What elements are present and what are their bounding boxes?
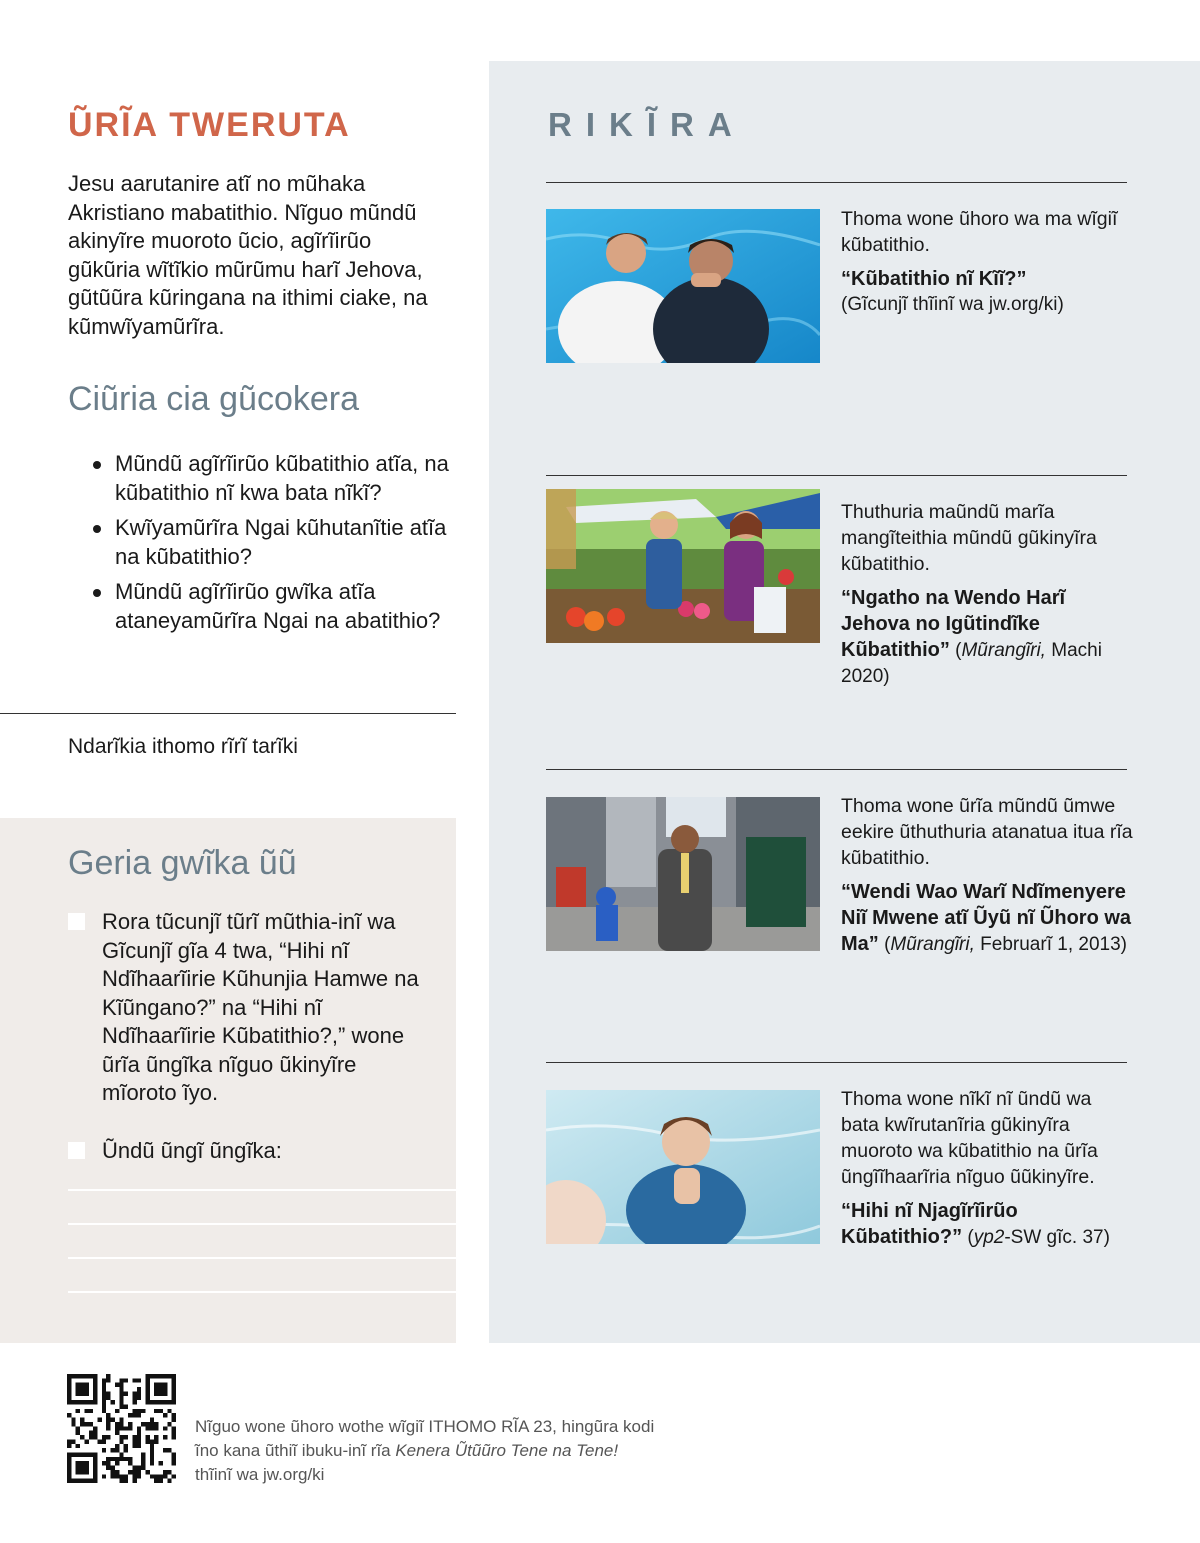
resource-text: Thoma wone nĩkĩ nĩ ũndũ wa bata kwĩrutanĩria gũkinyĩra muoroto wa kũbatithio na ũrĩa ũngĩĩhaarĩria nĩguo ũũkinyĩre. “Hihi nĩ Njagĩrĩirũo Kũbatithio?” (yp2-SW gĩc. 37)	[841, 1086, 1133, 1251]
question-item: Mũndũ agĩrĩirũo kũbatithio atĩa, na kũbatithio nĩ kwa bata nĩkĩ?	[92, 450, 452, 507]
divider	[546, 182, 1127, 183]
resource-description: Thoma wone ũhoro wa ma wĩgiĩ kũbatithio.	[841, 208, 1118, 256]
discussion-title: Ciũria cia gũcokera	[68, 380, 360, 418]
resource-link-title[interactable]: “Wendi Wao Warĩ Ndĩmenyere Niĩ Mwene atĩ Ũyũ nĩ Ũhoro wa Ma”	[841, 881, 1132, 955]
resource-image-city[interactable]	[546, 797, 820, 951]
write-in-line[interactable]	[68, 1257, 456, 1259]
publication-name: Mũrangĩri,	[961, 640, 1046, 661]
completion-date-line: Ndarĩkia ithomo rĩrĩ tarĩki	[68, 735, 298, 758]
question-list	[92, 450, 452, 642]
resource-source: Machi 2020)	[841, 640, 1102, 687]
resource-text: Thoma wone ũrĩa mũndũ ũmwe eekire ũthuthuria atanatua itua rĩa kũbatithio. “Wendi Wao Warĩ Ndĩmenyere Niĩ Mwene atĩ Ũyũ nĩ Ũhoro wa Ma” (Mũrangĩri, Februarĩ 1, 2013)	[841, 795, 1133, 955]
write-in-line[interactable]	[68, 1223, 456, 1225]
resource-link-title[interactable]: “Hihi nĩ Njagĩrĩirũo Kũbatithio?”	[841, 1200, 1018, 1248]
resource-source: Februarĩ 1, 2013)	[974, 934, 1127, 955]
resource-image-market[interactable]	[546, 489, 820, 643]
resource-source: -SW gĩc. 37)	[1004, 1227, 1110, 1248]
try-this-title: Geria gwĩka ũũ	[68, 844, 297, 882]
question-item: Kwĩyamũrĩra Ngai kũhutanĩtie atĩa na kũbatithio?	[92, 514, 452, 571]
task-text: Rora tũcunjĩ tũrĩ mũthia-inĩ wa Gĩcunjĩ gĩa 4 twa, “Hihi nĩ Ndĩhaarĩirie Kũhunjia Hamwe na Kĩũngano?” na “Hihi nĩ Ndĩhaarĩirie Kũbatithio?,” wone ũrĩa ũngĩka nĩguo ũkinyĩre mĩoroto ĩyo.	[102, 909, 419, 1105]
task-item	[68, 1137, 428, 1166]
resource-image-young-woman[interactable]	[546, 1090, 820, 1244]
bullet-icon	[93, 525, 101, 533]
bullet-icon	[93, 461, 101, 469]
resource-source: (Gĩcunjĩ thĩinĩ wa jw.org/ki)	[841, 294, 1064, 315]
question-item: Mũndũ agĩrĩirũo gwĩka atĩa ataneyamũrĩra Ngai na abatithio?	[92, 578, 452, 635]
checkbox[interactable]	[68, 913, 85, 930]
footer-line-1: Nĩguo wone ũhoro wothe wĩgiĩ ITHOMO RĨA 23, hingũra kodi	[195, 1417, 655, 1436]
qr-code-icon[interactable]	[67, 1374, 176, 1483]
checkbox[interactable]	[68, 1142, 85, 1159]
resource-link-title[interactable]: “Ngatho na Wendo Harĩ Jehova no Igũtindĩke Kũbatithio”	[841, 587, 1066, 661]
footer-text: Nĩguo wone ũhoro wothe wĩgiĩ ITHOMO RĨA 23, hingũra kodi ĩno kana ũthiĩ ibuku-inĩ rĩa Kenera Ũtũũro Tene na Tene! thĩinĩ wa jw.org/ki	[195, 1417, 655, 1484]
divider	[0, 713, 456, 714]
section-title: ŨRĨA TWERUTA	[68, 106, 351, 144]
resource-text: Thuthuria maũndũ marĩa mangĩteithia mũndũ gũkinyĩra kũbatithio. “Ngatho na Wendo Harĩ Jehova no Igũtindĩke Kũbatithio” (Mũrangĩri, Machi 2020)	[841, 499, 1133, 690]
explore-title: RIKĨRA	[548, 106, 746, 143]
resource-description: Thoma wone ũrĩa mũndũ ũmwe eekire ũthuthuria atanatua itua rĩa kũbatithio.	[841, 795, 1133, 869]
intro-paragraph: Jesu aarutanire atĩ no mũhaka Akristiano mabatithio. Nĩguo mũndũ akinyĩre muoroto ũcio, agĩrĩirũo gũkũria wĩtĩkio mũrũmu harĩ Jehova, gũtũũra kũringana na ithimi ciake, na kũmwĩyamũrĩra.	[68, 171, 428, 339]
publication-name: Mũrangĩri,	[890, 934, 975, 955]
resource-text	[841, 206, 1133, 318]
divider	[546, 769, 1127, 770]
divider	[546, 475, 1127, 476]
task-item	[68, 908, 428, 1108]
task-text: Ũndũ ũngĩ ũngĩka:	[102, 1138, 282, 1163]
divider	[546, 1062, 1127, 1063]
write-in-line[interactable]	[68, 1291, 456, 1293]
resource-description: Thoma wone nĩkĩ nĩ ũndũ wa bata kwĩrutanĩria gũkinyĩra muoroto wa kũbatithio na ũrĩa ũngĩĩhaarĩria nĩguo ũũkinyĩre.	[841, 1088, 1098, 1188]
bullet-icon	[93, 589, 101, 597]
resource-description: Thuthuria maũndũ marĩa mangĩteithia mũndũ gũkinyĩra kũbatithio.	[841, 501, 1097, 575]
resource-link-title[interactable]: “Kũbatithio nĩ Kĩĩ?”	[841, 268, 1027, 290]
publication-name: yp2	[973, 1227, 1005, 1248]
write-in-line[interactable]	[68, 1189, 456, 1191]
resource-image-baptism[interactable]	[546, 209, 820, 363]
footer-line-3: thĩinĩ wa jw.org/ki	[195, 1465, 325, 1484]
book-title[interactable]: Kenera Ũtũũro Tene na Tene!	[395, 1441, 619, 1460]
